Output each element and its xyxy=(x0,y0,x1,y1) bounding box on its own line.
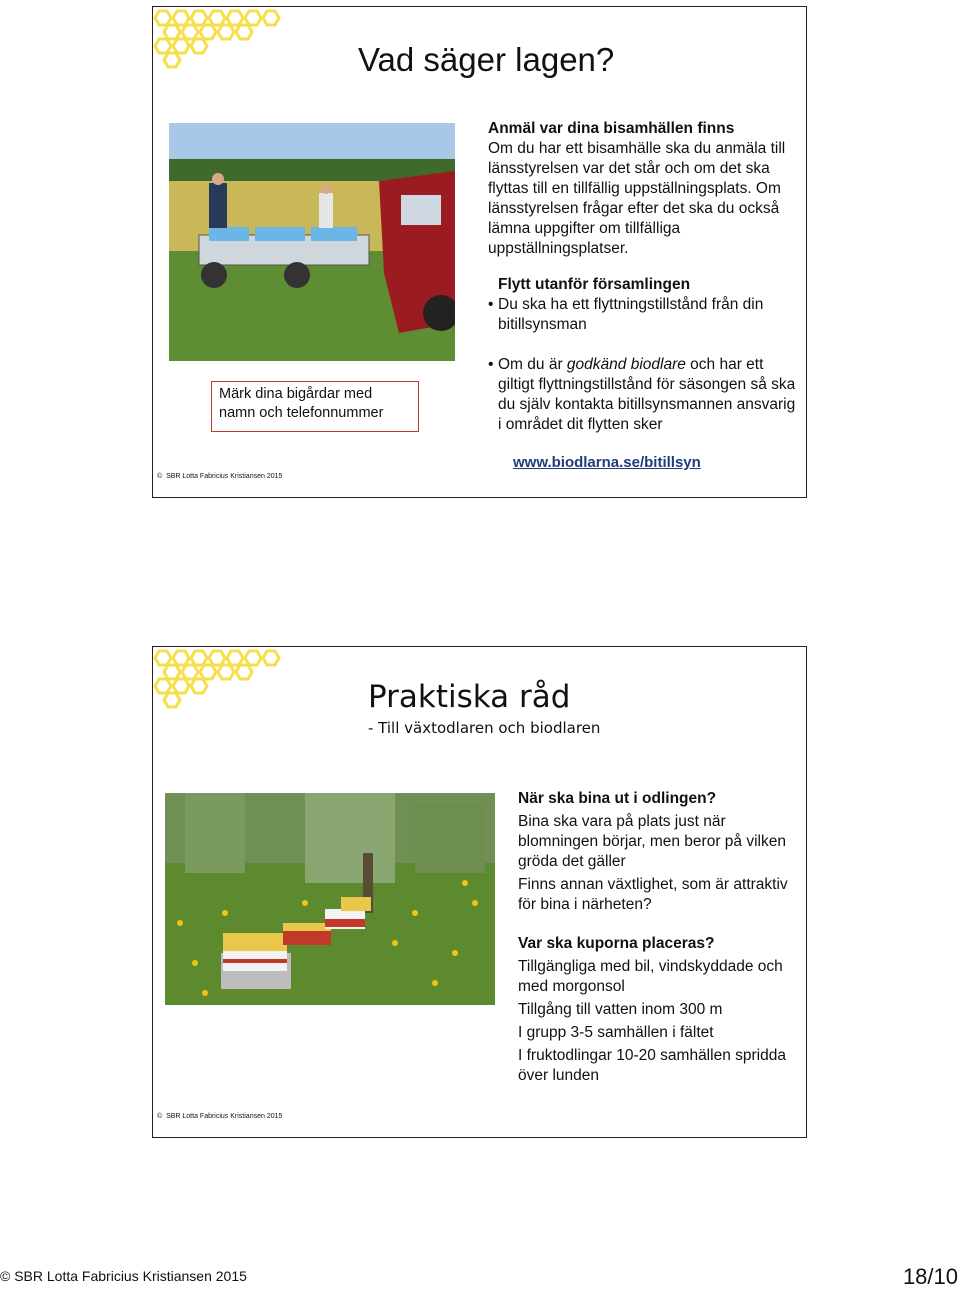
copyright-icon: © xyxy=(0,1268,11,1284)
page-number: 18/10 xyxy=(902,1264,958,1289)
bullet-text-emphasis: godkänd biodlare xyxy=(566,356,686,373)
slide-subtitle: - Till växtodlaren och biodlaren xyxy=(368,719,601,737)
bullet-item xyxy=(488,355,798,435)
photo-caption-box: Märk dina bigårdar med namn och telefonnummer xyxy=(211,381,419,432)
placement-answer-1: Tillgängliga med bil, vindskyddade och med morgonsol xyxy=(518,958,783,995)
page-footer xyxy=(0,1268,247,1284)
slide-1 xyxy=(152,6,807,498)
timing-question: När ska bina ut i odlingen? xyxy=(518,790,717,807)
orchard-hives-photo xyxy=(165,793,495,1005)
slide-title: Praktiska råd xyxy=(368,679,571,715)
bullet-icon: • xyxy=(488,296,494,313)
trailer-photo xyxy=(169,123,455,361)
placement-question: Var ska kuporna placeras? xyxy=(518,935,715,952)
bullet-item xyxy=(488,295,798,335)
slide-footer-text: SBR Lotta Fabricius Kristiansen 2015 xyxy=(166,473,283,480)
slide-title: Vad säger lagen? xyxy=(358,41,615,78)
bullet-text: Du ska ha ett flyttningstillstånd från din bitillsynsman xyxy=(498,296,764,333)
relocation-heading: Flytt utanför församlingen xyxy=(498,276,691,293)
relocation-section xyxy=(488,275,798,435)
notice-section xyxy=(488,119,798,259)
timing-answer-2: Finns annan växtlighet, som är attraktiv för bina i närheten? xyxy=(518,876,788,913)
notice-paragraph: Om du har ett bisamhälle ska du anmäla till länsstyrelsen var det står och om det ska flyttas till en tillfällig uppställningsplats. Om länsstyrelsen frågar efter det ska du också lämna uppgifter om tillfälliga uppställningsplatser. xyxy=(488,140,786,257)
page-footer-author: SBR Lotta Fabricius Kristiansen 2015 xyxy=(14,1268,247,1284)
placement-answer-4: I fruktodlingar 10-20 samhällen spridda över lunden xyxy=(518,1047,786,1084)
bullet-text-pre: Om du är xyxy=(498,356,567,373)
honeycomb-decoration xyxy=(153,7,293,69)
honeycomb-decoration xyxy=(153,647,293,709)
bullet-text-post: och har ett giltigt flyttningstillstånd för säsongen så ska du själv kontakta bitillsynsmannen ansvarig i området dit flytten sker xyxy=(498,356,796,433)
bitillsyn-link[interactable]: www.biodlarna.se/bitillsyn xyxy=(513,454,701,471)
timing-section xyxy=(518,789,798,915)
slide-footer xyxy=(157,1113,282,1120)
placement-answer-3: I grupp 3-5 samhällen i fältet xyxy=(518,1024,714,1041)
slide-2 xyxy=(152,646,807,1138)
placement-answer-2: Tillgång till vatten inom 300 m xyxy=(518,1001,723,1018)
copyright-icon: © xyxy=(157,473,163,480)
slide-footer xyxy=(157,473,282,480)
notice-heading: Anmäl var dina bisamhällen finns xyxy=(488,120,735,137)
placement-section xyxy=(518,934,798,1086)
bullet-icon: • xyxy=(488,356,494,373)
copyright-icon: © xyxy=(157,1113,163,1120)
timing-answer-1: Bina ska vara på plats just när blomningen börjar, men beror på vilken gröda det gäller xyxy=(518,813,786,870)
slide-footer-text: SBR Lotta Fabricius Kristiansen 2015 xyxy=(166,1113,283,1120)
